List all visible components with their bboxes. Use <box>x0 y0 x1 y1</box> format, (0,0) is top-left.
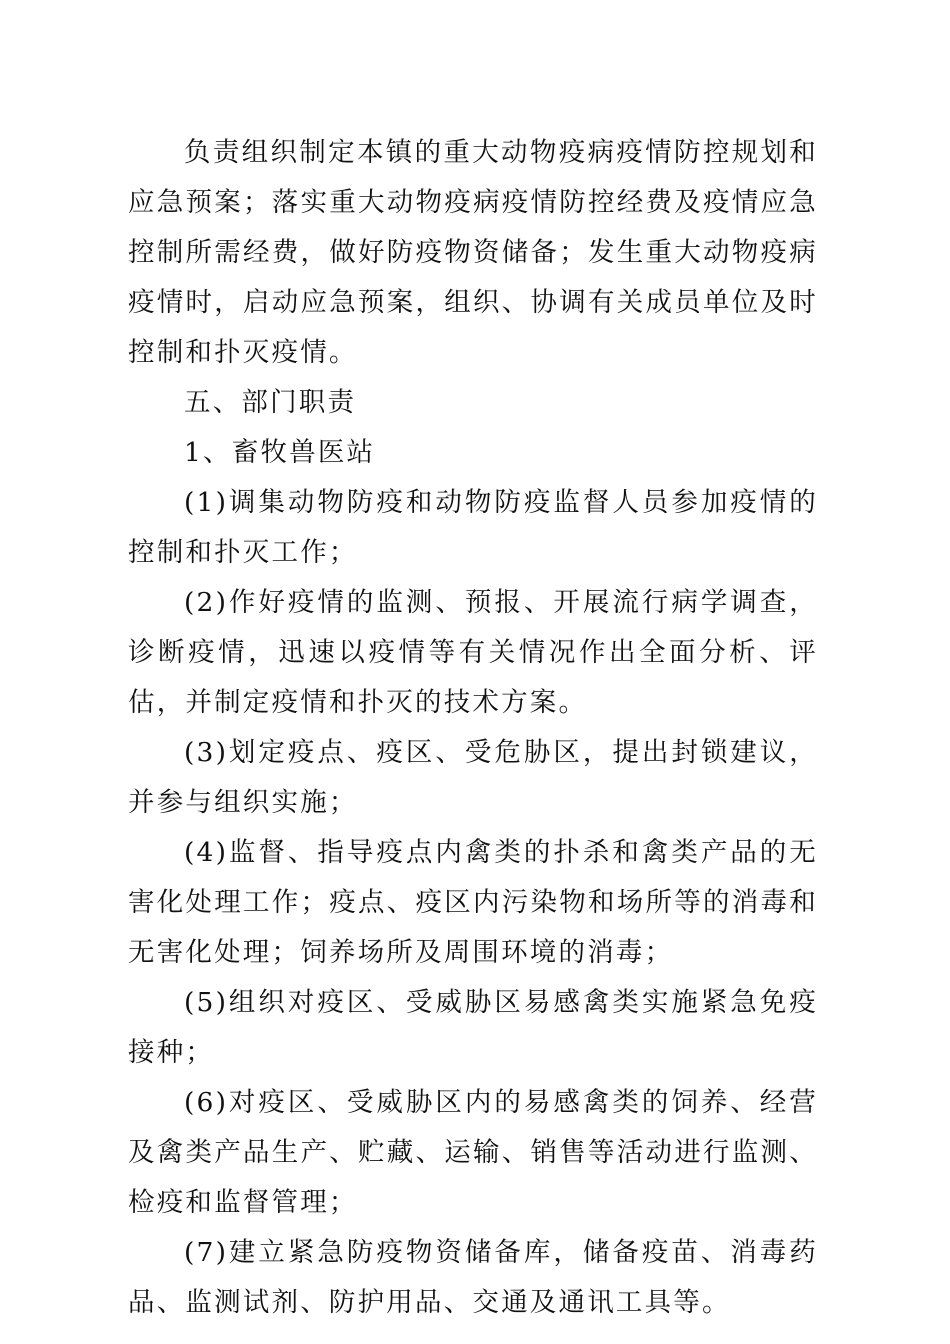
list-item-7: (7)建立紧急防疫物资储备库，储备疫苗、消毒药品、监测试剂、防护用品、交通及通讯工具等。 <box>128 1237 818 1318</box>
section-heading-department-duties: 五、部门职责 <box>184 387 357 418</box>
list-item-5: (5)组织对疫区、受威胁区易感禽类实施紧急免疫接种； <box>128 987 818 1068</box>
list-item-3: (3)划定疫点、疫区、受危胁区，提出封锁建议，并参与组织实施； <box>128 737 818 818</box>
document-body <box>128 128 818 1328</box>
paragraph-responsibility: 负责组织制定本镇的重大动物疫病疫情防控规划和应急预案；落实重大动物疫病疫情防控经费及疫情应急控制所需经费，做好防疫物资储备；发生重大动物疫病疫情时，启动应急预案，组织、协调有关成员单位及时控制和扑灭疫情。 <box>128 137 818 368</box>
list-item-6: (6)对疫区、受威胁区内的易感禽类的饲养、经营及禽类产品生产、贮藏、运输、销售等活动进行监测、检疫和监督管理； <box>128 1087 818 1218</box>
subsection-heading-veterinary-station: 1、畜牧兽医站 <box>184 437 376 468</box>
list-item-1: (1)调集动物防疫和动物防疫监督人员参加疫情的控制和扑灭工作； <box>128 487 818 568</box>
list-item-4: (4)监督、指导疫点内禽类的扑杀和禽类产品的无害化处理工作；疫点、疫区内污染物和场所等的消毒和无害化处理；饲养场所及周围环境的消毒； <box>128 837 818 968</box>
list-item-2: (2)作好疫情的监测、预报、开展流行病学调查，诊断疫情，迅速以疫情等有关情况作出全面分析、评估，并制定疫情和扑灭的技术方案。 <box>128 587 818 718</box>
